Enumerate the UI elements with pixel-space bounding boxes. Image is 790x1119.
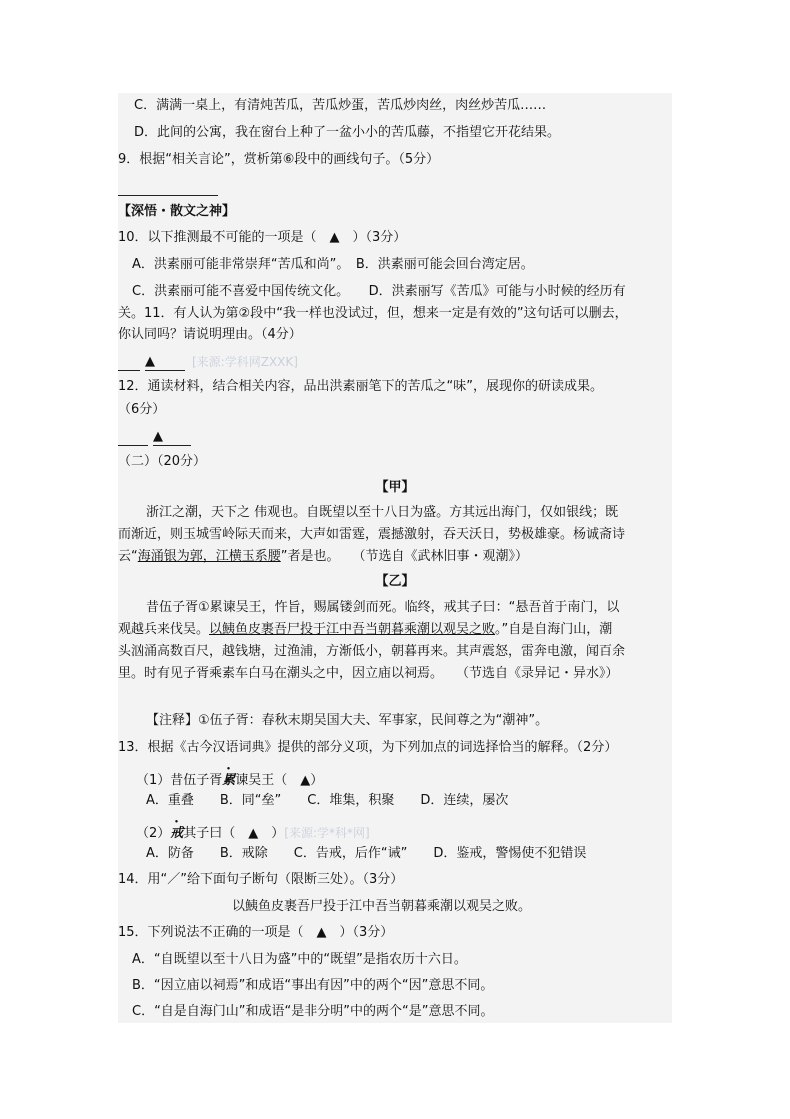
q13-item2-options: A．防备 B．戒除 C．告戒，后作“诫” D．鉴戒，警惕使不犯错误	[146, 846, 587, 861]
q10-options-ab: A．洪素丽可能非常崇拜“苦瓜和尚”。 B．洪素丽可能会回台湾定居。	[132, 257, 534, 272]
section-heading: 【深悟・散文之神】	[118, 204, 236, 219]
answer-blank	[145, 370, 185, 371]
heading-jia: 【甲】	[375, 480, 415, 495]
option-c: C．满满一桌上，有清炖苦瓜，苦瓜炒蛋，苦瓜炒肉丝，肉丝炒苦瓜……	[134, 98, 547, 113]
question-12: 12．通读材料，结合相关内容，品出洪素丽笔下的苦瓜之“味”，展现你的研读成果。	[118, 379, 604, 394]
question-12-points: （6分）	[118, 402, 166, 417]
q15-option-a: A．“自既望以至十八日为盛”中的“既望”是指农历十六日。	[132, 952, 467, 967]
passage-yi-line4: 里。时有见子胥乘素车白马在潮头之中，因立庙以祠焉。 （节选自《录异记・异水》）	[118, 666, 619, 681]
q14-sentence: 以鮧鱼皮裹吾尸投于江中吾当朝暮乘潮以观吴之败。	[232, 899, 532, 914]
underlined-quote: 海涌银为郭，江横玉系腰	[137, 549, 281, 564]
question-14: 14．用“／”给下面句子断句（限断三处）。（3分）	[118, 872, 404, 887]
q13-item1: （1）昔伍子胥累谏吴王（ ▲）	[136, 773, 324, 788]
part-two-heading: （二）（20分）	[118, 454, 207, 469]
question-10: 10．以下推测最不可能的一项是（ ▲ ）（3分）	[118, 230, 407, 245]
q15-option-c: C．“自是自海门山”和成语“是非分明”中的两个“是”意思不同。	[132, 1004, 494, 1019]
answer-mark: ▲	[153, 429, 163, 444]
option-d: D．此间的公寓，我在窗台上种了一盆小小的苦瓜藤，不指望它开花结果。	[134, 125, 561, 140]
q10-options-cd: C．洪素丽可能不喜爱中国传统文化。 D．洪素丽写《苦瓜》可能与小时候的经历有	[132, 284, 626, 299]
answer-mark: ▲	[145, 354, 155, 369]
passage-yi-line1: 昔伍子胥①累谏吴王，忤旨，赐属镂剑而死。临终，戒其子曰：“悬吾首于南门，以	[146, 600, 620, 615]
passage-jia-line3: 云“海涌银为郭，江横玉系腰”者是也。 （节选自《武林旧事・观潮》）	[118, 549, 529, 564]
annotation-note: 【注释】①伍子胥：春秋末期吴国大夫、军事家，民间尊之为“潮神”。	[146, 713, 549, 728]
watermark: [来源:学*科*网]	[284, 826, 370, 840]
question-9: 9．根据“相关言论”，赏析第⑥段中的画线句子。（5分）	[118, 152, 440, 167]
answer-line	[118, 195, 218, 196]
underlined-sentence: 以鮧鱼皮裹吾尸投于江中吾当朝暮乘潮以观吴之败	[209, 622, 496, 637]
passage-yi-line3: 头汹涌高数百尺，越钱塘，过渔浦，方渐低小，朝暮再来。其声震怒，雷奔电激，闻百余	[118, 644, 626, 659]
q13-item2: （2）戒其子曰（ ▲ ）[来源:学*科*网]	[136, 826, 370, 841]
passage-jia-line1: 浙江之潮，天下之 伟观也。自既望以至十八日为盛。方其远出海门，仅如银线；既	[146, 505, 619, 520]
question-11-line2: 你认同吗？请说明理由。（4分）	[118, 327, 302, 342]
question-11-line1: 关。11．有人认为第②段中“我一样也没试过，但，想来一定是有效的”这句话可以删去，	[118, 306, 628, 321]
q13-item1-options: A．重叠 B．同“垒” C．堆集，积聚 D．连续，屡次	[146, 793, 509, 808]
heading-yi: 【乙】	[375, 574, 415, 589]
passage-yi-line2: 观越兵来伐吴。以鮧鱼皮裹吾尸投于江中吾当朝暮乘潮以观吴之败。”自是自海门山，潮	[118, 622, 613, 637]
answer-blank	[118, 445, 148, 446]
answer-blank	[118, 370, 140, 371]
answer-blank	[153, 445, 191, 446]
question-13: 13．根据《古今汉语词典》提供的部分义项，为下列加点的词选择恰当的解释。（2分）	[118, 740, 618, 755]
passage-jia-line2: 而渐近，则玉城雪岭际天而来，大声如雷霆，震撼激射，吞天沃日，势极雄豪。杨诚斋诗	[118, 527, 626, 542]
q15-option-b: B．“因立庙以祠焉”和成语“事出有因”中的两个“因”意思不同。	[132, 978, 494, 993]
watermark: [来源:学科网ZXXK]	[192, 355, 298, 369]
question-15: 15．下列说法不正确的一项是（ ▲ ）（3分）	[118, 925, 394, 940]
